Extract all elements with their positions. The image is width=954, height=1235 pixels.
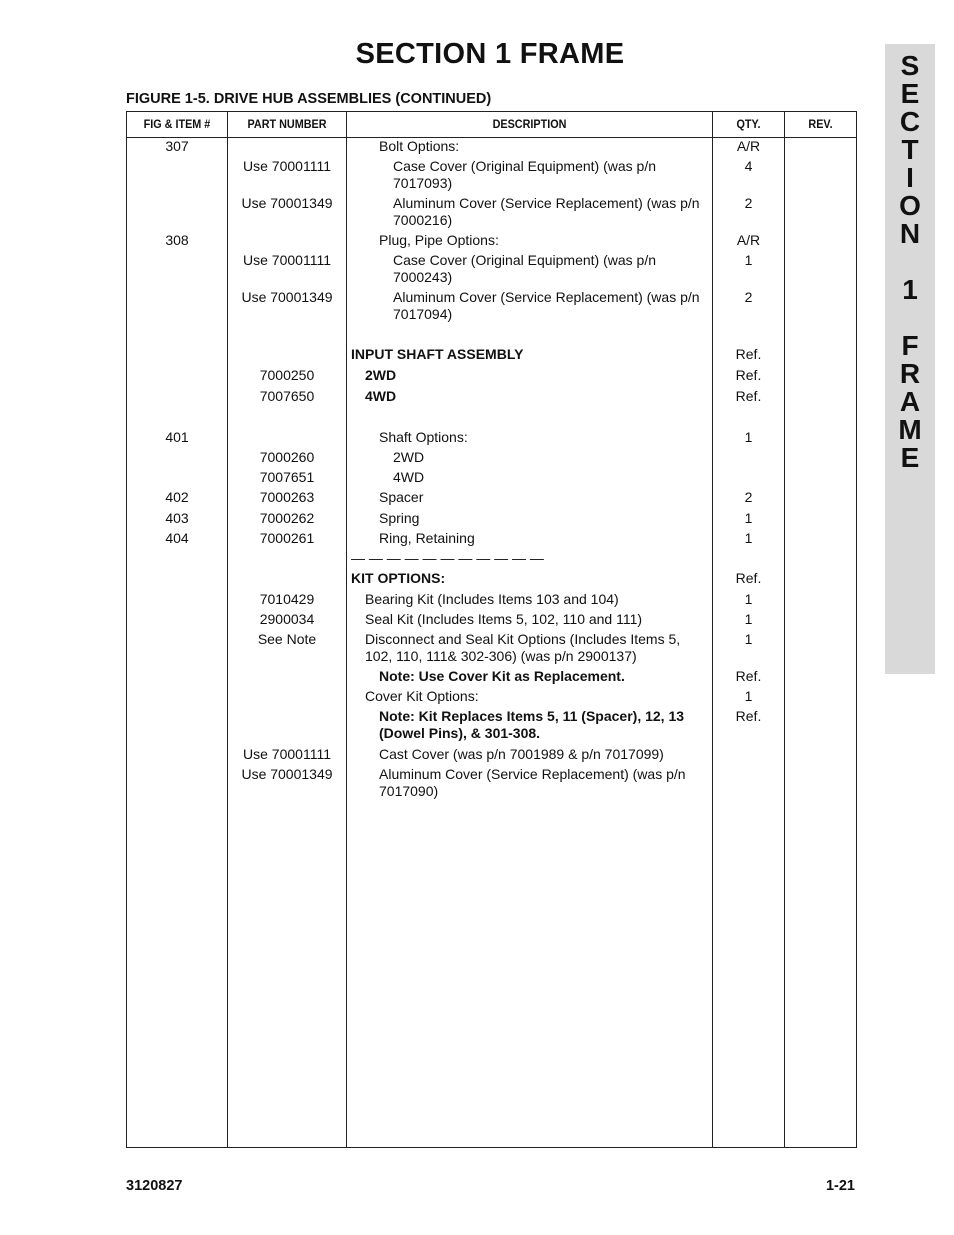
qty-cell: 4	[744, 158, 753, 174]
column-header-part-number: PART NUMBER	[247, 117, 327, 131]
table-row	[127, 289, 856, 323]
item-number-cell: 307	[165, 138, 189, 154]
part-number-cell: 7000260	[259, 449, 315, 465]
qty-cell: Ref.	[735, 367, 762, 383]
table-row	[127, 766, 856, 800]
side-tab-letter: 1	[902, 274, 918, 305]
side-tab-letter: M	[898, 414, 922, 445]
part-number-cell: See Note	[257, 631, 317, 647]
part-number-cell: 7007651	[259, 469, 315, 485]
table-row	[127, 668, 856, 685]
qty-cell: 2	[744, 489, 753, 505]
qty-cell: Ref.	[735, 668, 762, 684]
description-cell: Spacer	[379, 489, 424, 505]
part-number-cell: 7000262	[259, 510, 315, 526]
part-number-cell: Use 70001349	[241, 289, 333, 305]
part-number-cell: Use 70001111	[243, 158, 331, 174]
side-tab-letter: F	[901, 330, 919, 361]
table-row	[127, 570, 856, 587]
document-number: 3120827	[126, 1178, 183, 1194]
qty-cell: 1	[744, 510, 753, 526]
description-cell: Case Cover (Original Equipment) (was p/n 7017093)	[393, 158, 656, 191]
part-number-cell: Use 70001111	[243, 252, 331, 268]
column-header-rev: REV.	[808, 117, 833, 131]
table-row	[127, 746, 856, 763]
table-body	[127, 138, 856, 800]
table-row	[127, 429, 856, 446]
description-cell: 2WD	[365, 367, 397, 383]
table-row	[127, 449, 856, 466]
part-number-cell: 2900034	[259, 611, 315, 627]
description-cell: INPUT SHAFT ASSEMBLY	[351, 346, 524, 362]
description-cell: Disconnect and Seal Kit Options (Includes Items 5, 102, 110, 111& 302-306) (was p/n 2900137)	[365, 631, 681, 664]
description-cell: Spring	[379, 510, 420, 526]
part-number-cell: Use 70001349	[241, 195, 333, 211]
table-row	[127, 611, 856, 628]
description-cell: KIT OPTIONS:	[351, 570, 446, 586]
table-row	[127, 469, 856, 486]
description-cell: Plug, Pipe Options:	[379, 232, 499, 248]
description-cell: Aluminum Cover (Service Replacement) (was p/n 7000216)	[393, 195, 700, 228]
description-cell: Cover Kit Options:	[365, 688, 479, 704]
side-tab-letter: O	[899, 190, 921, 221]
qty-cell: 2	[744, 195, 753, 211]
description-cell: 4WD	[393, 469, 425, 485]
part-number-cell: 7010429	[259, 591, 315, 607]
side-tab-letter: C	[899, 106, 921, 137]
part-number-cell: 7000250	[259, 367, 315, 383]
table-row	[127, 591, 856, 608]
part-number-cell: 7000263	[259, 489, 315, 505]
description-cell: Aluminum Cover (Service Replacement) (was p/n 7017094)	[393, 289, 700, 322]
qty-cell: Ref.	[735, 346, 762, 362]
side-tab-letter: A	[899, 386, 921, 417]
qty-cell: 1	[744, 611, 753, 627]
table-row	[127, 489, 856, 506]
qty-cell: 1	[744, 429, 753, 445]
qty-cell: 1	[744, 591, 753, 607]
table-row	[127, 346, 856, 363]
table-row	[127, 138, 856, 155]
column-header-description: DESCRIPTION	[492, 117, 567, 131]
description-cell: Case Cover (Original Equipment) (was p/n 7000243)	[393, 252, 656, 285]
description-cell: 2WD	[393, 449, 425, 465]
qty-cell: A/R	[736, 232, 761, 248]
description-cell: Note: Kit Replaces Items 5, 11 (Spacer), 12, 13 (Dowel Pins), & 301-308.	[379, 708, 685, 741]
qty-cell: 1	[744, 631, 753, 647]
qty-cell: 1	[744, 252, 753, 268]
description-cell: — — — — — — — — — — —	[351, 550, 544, 566]
table-row	[127, 158, 856, 192]
description-cell: 4WD	[365, 388, 397, 404]
page-number: 1-21	[825, 1178, 855, 1194]
item-number-cell: 403	[165, 510, 189, 526]
part-number-cell: Use 70001349	[241, 766, 333, 782]
description-cell: Note: Use Cover Kit as Replacement.	[379, 668, 625, 684]
part-number-cell: 7007650	[259, 388, 315, 404]
side-tab-letter: E	[900, 442, 920, 473]
table-row	[127, 510, 856, 527]
description-cell: Bolt Options:	[379, 138, 460, 154]
qty-cell: 1	[744, 530, 753, 546]
qty-cell: Ref.	[735, 388, 762, 404]
part-number-cell: Use 70001111	[243, 746, 331, 762]
qty-cell: 1	[744, 688, 753, 704]
table-row	[127, 550, 856, 567]
description-cell: Cast Cover (was p/n 7001989 & p/n 7017099)	[379, 746, 664, 762]
item-number-cell: 401	[165, 429, 189, 445]
side-tab-letter: N	[899, 218, 921, 249]
side-tab-letter: T	[901, 134, 919, 165]
qty-cell: A/R	[736, 138, 761, 154]
item-number-cell: 404	[165, 530, 189, 546]
side-tab-letter: R	[899, 358, 921, 389]
page-title: SECTION 1 FRAME	[355, 38, 625, 70]
description-cell: Ring, Retaining	[379, 530, 475, 546]
table-row	[127, 688, 856, 705]
column-header-item: FIG & ITEM #	[143, 117, 211, 131]
qty-cell: 2	[744, 289, 753, 305]
table-row	[127, 388, 856, 405]
item-number-cell: 308	[165, 232, 189, 248]
section-side-tab	[885, 44, 935, 674]
qty-cell: Ref.	[735, 570, 762, 586]
side-tab-letter: I	[906, 162, 914, 193]
table-row	[127, 367, 856, 384]
table-row	[127, 530, 856, 547]
part-number-cell: 7000261	[259, 530, 315, 546]
table-row	[127, 195, 856, 229]
side-tab-letter: S	[900, 50, 920, 81]
description-cell: Aluminum Cover (Service Replacement) (was p/n 7017090)	[379, 766, 686, 799]
table-row	[127, 708, 856, 742]
side-tab-letters	[885, 52, 935, 472]
table-row	[127, 252, 856, 286]
figure-title: FIGURE 1-5. DRIVE HUB ASSEMBLIES (CONTINUED)	[126, 91, 492, 107]
description-cell: Seal Kit (Includes Items 5, 102, 110 and 111)	[365, 611, 643, 627]
item-number-cell: 402	[165, 489, 189, 505]
description-cell: Bearing Kit (Includes Items 103 and 104)	[365, 591, 619, 607]
side-tab-letter: E	[900, 78, 920, 109]
column-header-qty: QTY.	[736, 117, 761, 131]
parts-table	[126, 111, 857, 1148]
description-cell: Shaft Options:	[379, 429, 468, 445]
qty-cell: Ref.	[735, 708, 762, 724]
table-row	[127, 631, 856, 665]
table-row	[127, 232, 856, 249]
